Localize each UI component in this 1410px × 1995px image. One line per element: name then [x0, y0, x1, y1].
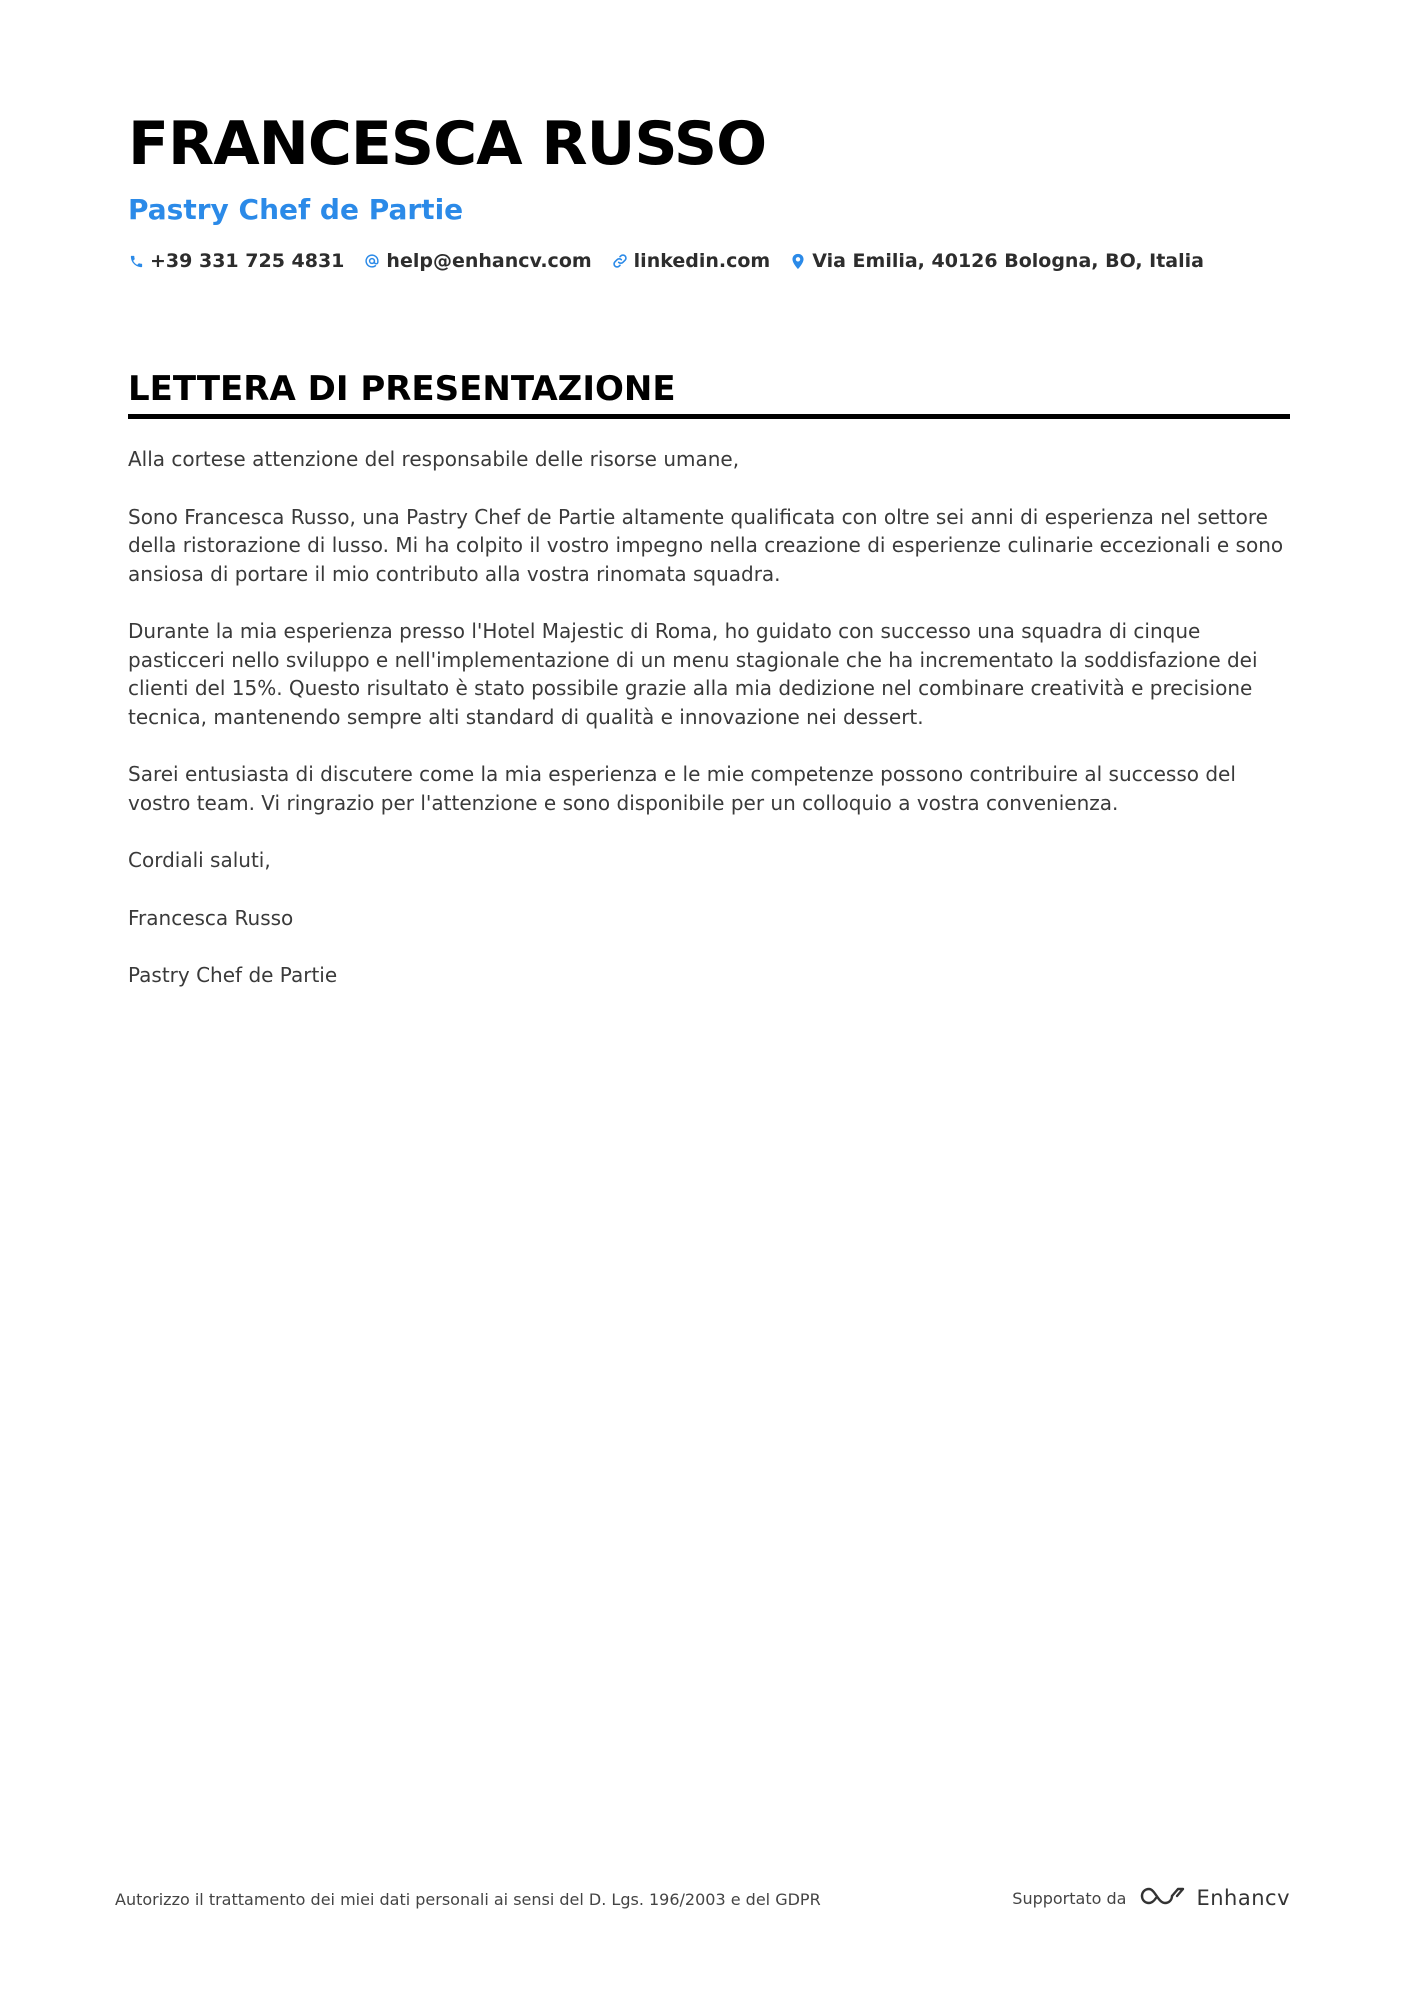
- letter-body: [128, 445, 1290, 990]
- job-title: Pastry Chef de Partie: [128, 193, 464, 226]
- signature-title: Pastry Chef de Partie: [128, 963, 338, 987]
- email-text: help@enhancv.com: [386, 250, 592, 272]
- location-text: Via Emilia, 40126 Bologna, BO, Italia: [812, 250, 1204, 272]
- phone-icon: [128, 252, 144, 270]
- contact-phone: [128, 250, 344, 272]
- phone-text: +39 331 725 4831: [150, 250, 345, 272]
- letter-salutation: Alla cortese attenzione del responsabile delle risorse umane,: [128, 447, 740, 471]
- section-divider: [128, 414, 1290, 419]
- brand-logo: [1138, 1884, 1290, 1912]
- section-title: LETTERA DI PRESENTAZIONE: [128, 369, 676, 409]
- at-icon: [364, 252, 380, 270]
- letter-paragraph-3: Sarei entusiasta di discutere come la mia esperienza e le mie competenze possono contribuire al successo del vostro team. Vi ringrazio per l'attenzione e sono disponibile per un colloquio a vostra convenienza.: [128, 762, 1236, 815]
- letter-closing: Cordiali saluti,: [128, 848, 271, 872]
- powered-by-label: Supportato da: [1012, 1888, 1127, 1908]
- link-icon: [612, 252, 628, 270]
- contact-location: [790, 250, 1204, 272]
- footer: [0, 1884, 1410, 1924]
- letter-paragraph-2: Durante la mia esperienza presso l'Hotel Majestic di Roma, ho guidato con successo una squadra di cinque pasticceri nello sviluppo e nell'implementazione di un menu stagionale che ha incrementato la soddisfazione dei clienti del 15%. Questo risultato è stato possibile grazie alla mia dedizione nel combinare creatività e precisione tecnica, mantenendo sempre alti standard di qualità e innovazione nei dessert.: [128, 619, 1258, 729]
- header: [128, 108, 1290, 272]
- linkedin-text: linkedin.com: [633, 250, 771, 272]
- contact-email[interactable]: [364, 250, 591, 272]
- privacy-consent: Autorizzo il trattamento dei miei dati personali ai sensi del D. Lgs. 196/2003 e del GDPR: [115, 1890, 821, 1909]
- signature-name: Francesca Russo: [128, 905, 294, 930]
- contact-linkedin[interactable]: [612, 250, 771, 272]
- cover-letter-section: [128, 368, 1290, 1019]
- candidate-name: FRANCESCA RUSSO: [128, 109, 767, 179]
- powered-by[interactable]: [1012, 1884, 1290, 1912]
- infinity-logo-icon: [1138, 1884, 1186, 1912]
- map-pin-icon: [790, 252, 806, 270]
- letter-paragraph-1: Sono Francesca Russo, una Pastry Chef de Partie altamente qualificata con oltre sei anni di esperienza nel settore della ristorazione di lusso. Mi ha colpito il vostro impegno nella creazione di esperienze culinarie eccezionali e sono ansiosa di portare il mio contributo alla vostra rinomata squadra.: [128, 504, 1284, 586]
- contact-bar: [128, 250, 1290, 272]
- brand-name: Enhancv: [1196, 1886, 1290, 1910]
